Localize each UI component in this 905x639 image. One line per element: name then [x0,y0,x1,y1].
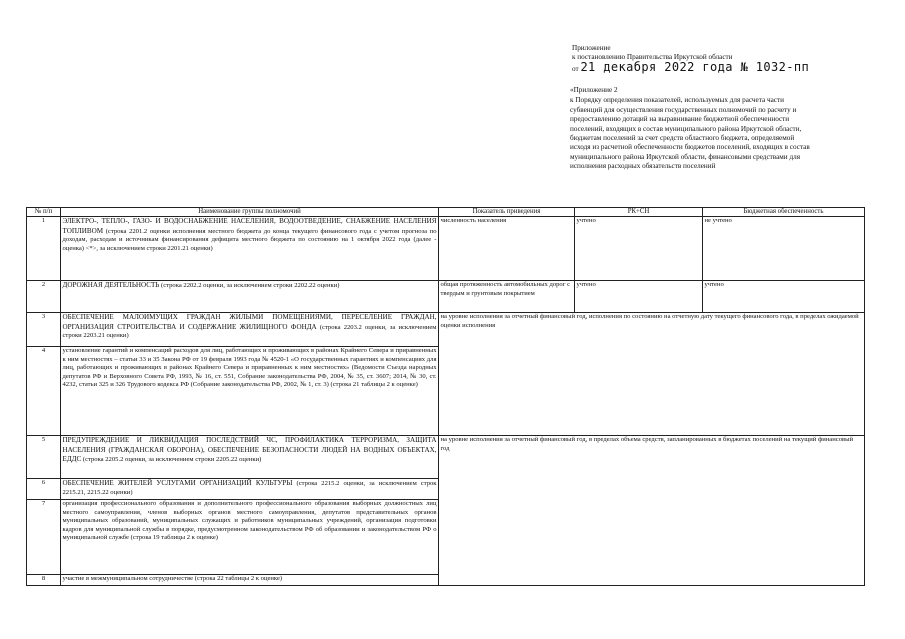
power-name-rest: установление гарантий и компенсаций расходов для лиц, работающих и проживающих в районах Крайнего Севера и приравненных к ним местностях – статьи 33 и 35 Закона РФ от 19 февраля 1993 года № 4520-1 «О государственных гарантиях и компенсациях для лиц, работающих и проживающих в районах Крайнего Севера и приравненных к ним местностях» (Ведомости Съезда народных депутатов РФ и Верховного Совета РФ, 1993, № 16, ст. 551, Собрание законодательства РФ, 2004, № 35, ст. 3607; 2014, № 30, ст. 4232, статьи 325 и 326 Трудового кодекса РФ (Собрание законодательства РФ, 2002, № 1, ст. 3) (строка 21 таблицы 2 к оценке) [62,347,437,389]
row-number: 7 [27,499,61,574]
column-header-budget: Бюджетная обеспеченность [703,208,865,217]
appendix2-line: исходя из расчетной обеспеченности бюджетов поселений, входящих в состав [570,143,810,152]
appendix2-line: бюджетам поселений за счет средств областного бюджета, определяемой [570,134,795,143]
date-prefix: от [572,64,579,73]
indicator-cell: общая протяженность автомобильных дорог с твердым и грунтовым покрытием [439,280,575,312]
merged-planned-cell: на уровне исполнения за отчетный финансовый год, в пределах объема средств, запланированных в бюджетах поселений на текущий финансовый год [439,435,865,585]
power-name-upper: ЭЛЕКТРО-, ТЕПЛО-, ГАЗО- И ВОДОСНАБЖЕНИЕ НАСЕЛЕНИЯ, ВОДООТВЕДЕНИЕ, СНАБЖЕНИЕ НАСЕЛЕНИЯ ТОПЛИВОМ [62,217,437,235]
power-name [61,499,439,574]
row-number: 6 [27,478,61,499]
power-name-rest: организация профессионального образования и дополнительного профессионального образования выборных должностных лиц местного самоуправления, членов выборных органов местного самоуправления, депутатов представительных органов муниципальных образований, муниципальных служащих и работников муниципальных учреждений, организация подготовки кадров для муниципальной службы в порядке, предусмотренном законодательством РФ об образовании и законодательством РФ о муниципальной службе (строка 19 таблицы 2 к оценке) [62,500,437,542]
appendix2-line: исполнения расходных обязательств поселений [570,162,716,171]
appendix2-line: предоставлению дотаций на выравнивание бюджетной обеспеченности [570,115,790,124]
power-name-rest: (строка 2202.2 оценки, за исключением строки 2202.22 оценки) [159,282,340,290]
row-number: 8 [27,574,61,585]
power-name [61,574,439,585]
power-name [61,216,439,280]
resolution-date-line [572,59,810,74]
appendix-header [572,44,809,74]
column-header-indicator: Показатель приведения [439,208,575,217]
power-name-upper: ОБЕСПЕЧЕНИЕ ЖИТЕЛЕЙ УСЛУГАМИ ОРГАНИЗАЦИЙ КУЛЬТУРЫ [62,479,293,488]
power-name-rest: (строка 2203.2 оценки, за исключением строки 2203.21 оценки) [62,323,437,340]
power-name [61,346,439,435]
appendix2-line: к Порядку определения показателей, используемых для расчета части [570,96,784,105]
table-row [27,216,865,280]
appendix2-header [570,86,870,172]
row-number: 2 [27,280,61,312]
power-name-upper: ДОРОЖНАЯ ДЕЯТЕЛЬНОСТЬ [62,281,160,290]
power-name [61,280,439,312]
row-number: 1 [27,216,61,280]
power-name-upper: ОБЕСПЕЧЕНИЕ МАЛОИМУЩИХ ГРАЖДАН ЖИЛЫМИ ПОМЕЩЕНИЯМИ, ПЕРЕСЕЛЕНИЕ ГРАЖДАН, ОРГАНИЗАЦИЯ СТРОИТЕЛЬСТВА И СОДЕРЖАНИЕ ЖИЛИЩНОГО ФОНДА [62,313,437,331]
merged-standard-cell: на уровне исполнения за отчетный финансовый год, исполнения по состоянию на отчетную дату текущего финансового года, в пределах ожидаемой оценки исполнения [439,312,865,435]
appendix2-line: поселений, входящих в состав муниципального района Иркутской области, [570,124,802,133]
row-number: 4 [27,346,61,435]
resolution-reference: к постановлению Правительства Иркутской области [572,53,733,62]
budget-cell: не учтено [703,216,865,280]
table-header-row [27,208,865,217]
table-row [27,435,865,478]
table-row [27,280,865,312]
appendix2-line: муниципального района Иркутской области, финансовыми средствами для [570,152,801,161]
power-name [61,435,439,478]
table-row [27,312,865,346]
power-name [61,478,439,499]
power-name [61,312,439,346]
power-name-rest: (строка 2205.2 оценки, за исключением строки 2205.22 оценки) [81,456,262,464]
rk-sn-cell: учтено [575,216,703,280]
row-number: 5 [27,435,61,478]
power-name-rest: участие в межмуниципальном сотрудничестве (строка 22 таблицы 2 к оценке) [62,575,283,583]
power-name-rest: (строка 2215.2 оценки, за исключением строк 2215.21, 2215.22 оценки) [62,480,437,496]
rk-sn-cell: учтено [575,280,703,312]
date-stamp: 21 декабря 2022 года № 1032-пп [580,59,810,74]
column-header-name: Наименование группы полномочий [61,208,439,217]
column-header-rk-sn: РК+СН [575,208,703,217]
power-name-rest: (строка 2201.2 оценки исполнения местного бюджета до конца текущего финансового года с учетом прогноза по доходам, расходам и источникам финансирования дефицита местного бюджета по состоянию на 1 октября 2022 года (далее - оценка) <*>, за исключением строки 2201.21 оценки) [62,227,437,252]
powers-table [26,207,865,586]
budget-cell: учтено [703,280,865,312]
appendix-title: Приложение [572,44,611,52]
column-header-num: № п/п [27,208,61,217]
appendix2-line: субвенций для осуществления государственных полномочий по расчету и [570,105,797,114]
row-number: 3 [27,312,61,346]
indicator-cell: численность населения [439,216,575,280]
appendix2-title: «Приложение 2 [570,86,618,94]
power-name-upper: ПРЕДУПРЕЖДЕНИЕ И ЛИКВИДАЦИЯ ПОСЛЕДСТВИЙ ЧС, ПРОФИЛАКТИКА ТЕРРОРИЗМА, ЗАЩИТА НАСЕЛЕНИЯ (ГРАЖДАНСКАЯ ОБОРОНА), ОБЕСПЕЧЕНИЕ БЕЗОПАСНОСТИ ЛЮДЕЙ НА ВОДНЫХ ОБЪЕКТАХ, ЕДДС [62,436,437,464]
